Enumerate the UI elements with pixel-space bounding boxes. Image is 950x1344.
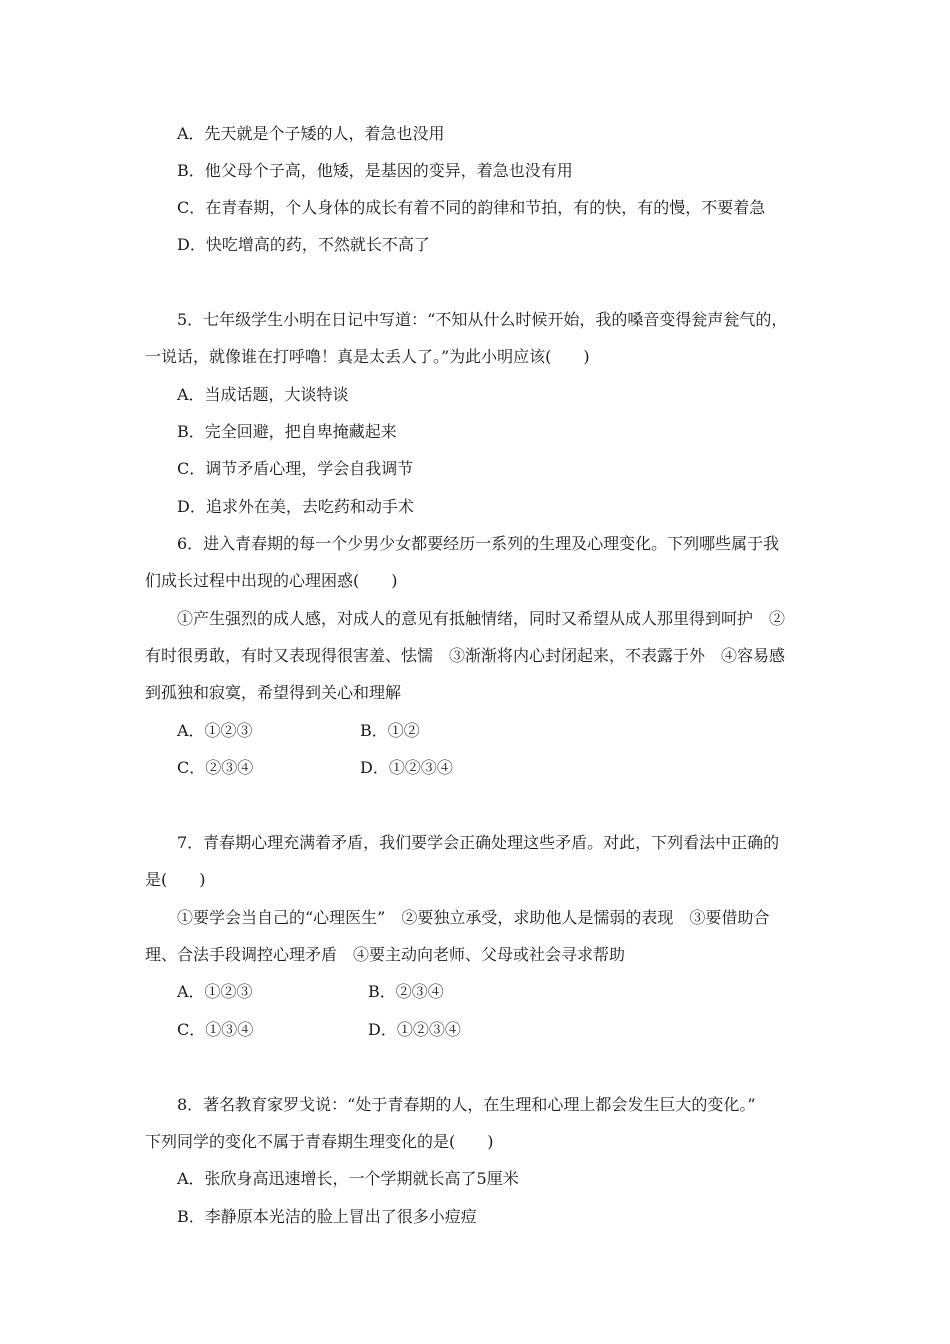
q6-option-a: A．①②③ [177,721,253,740]
q5-option-b: B．完全回避，把自卑掩藏起来 [177,422,397,441]
q5-option-c: C．调节矛盾心理，学会自我调节 [177,459,414,478]
q6-statement-line-2: 有时很勇敢，有时又表现得很害羞、怯懦 ③渐渐将内心封闭起来，不表露于外 ④容易感 [145,646,786,665]
q6-stem-line-2: 们成长过程中出现的心理困惑( ) [145,571,398,590]
q8-option-b: B．李静原本光洁的脸上冒出了很多小痘痘 [177,1207,477,1226]
q7-option-c: C．①③④ [177,1020,254,1039]
q6-statement-line-3: 到孤独和寂寞，希望得到关心和理解 [145,683,402,702]
q8-stem-line-2: 下列同学的变化不属于青春期生理变化的是( ) [145,1132,494,1151]
q6-option-c: C．②③④ [177,758,254,777]
q5-option-a: A．当成话题，大谈特谈 [177,385,349,404]
q7-statement-line-1: ①要学会当自己的“心理医生” ②要独立承受，求助他人是懦弱的表现 ③要借助合 [177,908,770,927]
q6-statement-line-1: ①产生强烈的成人感，对成人的意见有抵触情绪，同时又希望从成人那里得到呵护 ② [177,609,786,628]
q4-option-a: A．先天就是个子矮的人，着急也没用 [177,124,445,143]
q7-option-b: B．②③④ [368,982,444,1001]
q7-stem-line-1: 7．青春期心理充满着矛盾，我们要学会正确处理这些矛盾。对此，下列看法中正确的 [177,833,780,852]
q7-statement-line-2: 理、合法手段调控心理矛盾 ④要主动向老师、父母或社会寻求帮助 [145,945,626,964]
q6-option-d: D．①②③④ [360,758,453,777]
q5-stem-line-2: 一说话，就像谁在打呼噜！真是太丢人了。”为此小明应该( ) [145,347,590,366]
q6-stem-line-1: 6．进入青春期的每一个少男少女都要经历一系列的生理及心理变化。下列哪些属于我 [177,534,780,553]
q4-option-b: B．他父母个子高，他矮，是基因的变异，着急也没有用 [177,161,573,180]
q5-option-d: D．追求外在美，去吃药和动手术 [177,497,414,516]
q8-option-a: A．张欣身高迅速增长，一个学期就长高了5厘米 [177,1169,519,1188]
q6-option-b: B．①② [360,721,420,740]
q7-option-a: A．①②③ [177,982,253,1001]
q7-option-d: D．①②③④ [368,1020,461,1039]
q4-option-d: D．快吃增高的药，不然就长不高了 [177,235,430,254]
q8-stem-line-1: 8．著名教育家罗戈说：“处于青春期的人，在生理和心理上都会发生巨大的变化。” [177,1095,756,1114]
q7-stem-line-2: 是( ) [145,870,206,889]
q4-option-c: C．在青春期，个人身体的成长有着不同的韵律和节拍，有的快，有的慢，不要着急 [177,198,766,217]
q5-stem-line-1: 5．七年级学生小明在日记中写道：“不知从什么时候开始，我的嗓音变得瓮声瓮气的， [177,310,788,329]
